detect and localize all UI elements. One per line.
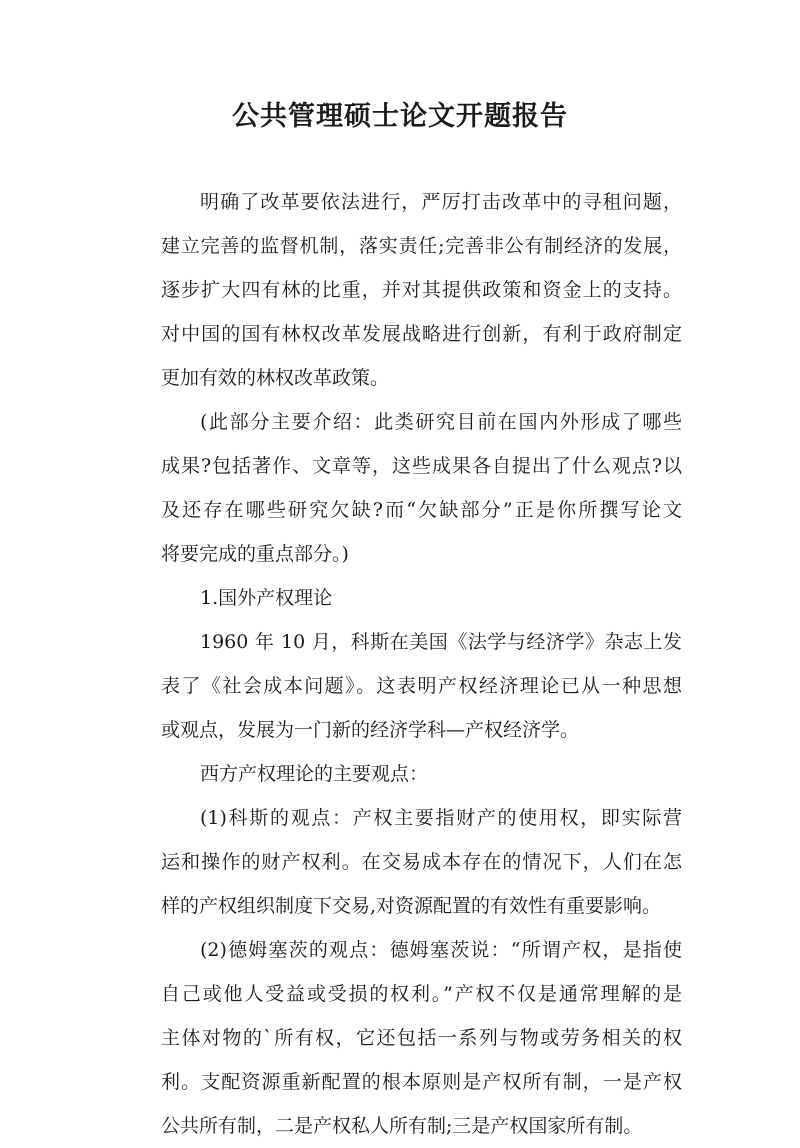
- text-line: 成果?包括著作、文章等，这些成果各自提出了什么观点?以: [161, 455, 682, 477]
- paragraph-coase-view: [122, 796, 682, 928]
- text-line: 逐步扩大四有林的比重，并对其提供政策和资金上的支持。: [161, 279, 682, 301]
- paragraph-reform-summary: [122, 180, 682, 400]
- paragraph-coase-history: [122, 620, 682, 752]
- text-line: 样的产权组织制度下交易,对资源配置的有效性有重要影响。: [161, 895, 662, 917]
- text-line: 明确了改革要依法进行，严厉打击改革中的寻租问题，: [200, 191, 682, 213]
- text-line: 自己或他人受益或受损的权利。”产权不仅是通常理解的是: [161, 983, 682, 1005]
- paragraph-section-note: [122, 400, 682, 576]
- text-line: 对中国的国有林权改革发展战略进行创新，有利于政府制定: [161, 323, 682, 345]
- paragraph-main-views-intro: [122, 752, 682, 796]
- text-line: (此部分主要介绍：此类研究目前在国内外形成了哪些: [200, 411, 682, 433]
- text-line: 表了《社会成本问题》。这表明产权经济理论已从一种思想: [161, 675, 682, 697]
- text-line: (2)德姆塞茨的观点：德姆塞茨说：“所谓产权，是指使: [200, 939, 682, 961]
- document-title: 公共管理硕士论文开题报告: [232, 101, 568, 132]
- text-line: 公共所有制，二是产权私人所有制;三是产权国家所有制。: [161, 1115, 643, 1137]
- text-line: 1960 年 10 月，科斯在美国《法学与经济学》杂志上发: [200, 631, 682, 653]
- text-line: 西方产权理论的主要观点：: [200, 763, 429, 785]
- section-heading-foreign-property-theory: [122, 576, 682, 620]
- text-line: 将要完成的重点部分。): [161, 543, 349, 565]
- text-line: 建立完善的监督机制，落实责任;完善非公有制经济的发展，: [161, 235, 682, 257]
- text-line: 运和操作的财产权利。在交易成本存在的情况下，人们在怎: [161, 851, 682, 873]
- document-body: [122, 180, 682, 1148]
- text-line: (1)科斯的观点：产权主要指财产的使用权，即实际营: [200, 807, 682, 829]
- paragraph-demsetz-view: [122, 928, 682, 1148]
- text-line: 利。支配资源重新配置的根本原则是产权所有制，一是产权: [161, 1071, 682, 1093]
- text-line: 更加有效的林权改革政策。: [161, 367, 390, 389]
- text-line: 主体对物的`所有权，它还包括一系列与物或劳务相关的权: [161, 1027, 682, 1049]
- text-line: 及还存在哪些研究欠缺?而“欠缺部分”正是你所撰写论文: [161, 499, 682, 521]
- text-line: 或观点，发展为一门新的经济学科—产权经济学。: [161, 719, 580, 741]
- text-line: 1.国外产权理论: [200, 587, 333, 609]
